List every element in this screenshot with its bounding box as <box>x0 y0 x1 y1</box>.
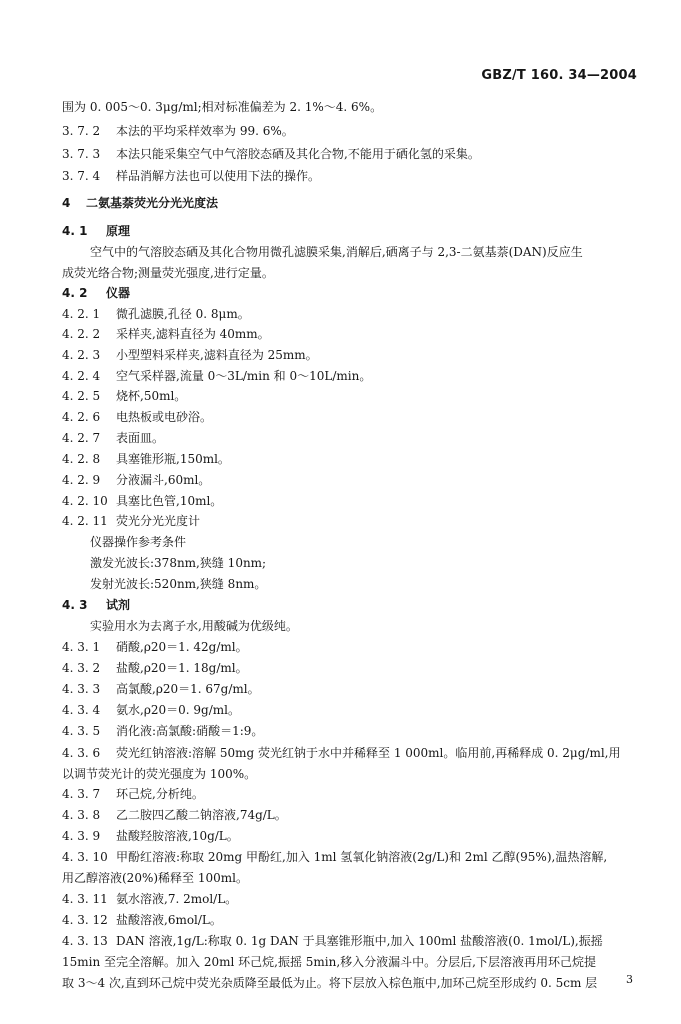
clause-text: 样品消解方法也可以使用下法的操作。 <box>116 169 321 183</box>
clause-text: 表面皿。 <box>116 431 165 445</box>
text-line <box>62 850 607 864</box>
text-line <box>62 787 204 801</box>
text-line <box>90 556 266 570</box>
text-line <box>62 431 164 445</box>
clause-text: 盐酸,ρ20＝1. 18g/ml。 <box>116 661 248 675</box>
clause-text: 具塞比色管,10ml。 <box>116 494 223 508</box>
text-line <box>62 147 480 161</box>
text-line <box>62 829 239 843</box>
clause-text: 盐酸溶液,6mol/L。 <box>116 913 222 927</box>
text-line <box>62 307 250 321</box>
text-line <box>62 389 186 403</box>
clause-number: 4. 2. 10 <box>62 494 108 508</box>
clause-number: 4. 3. 12 <box>62 913 108 927</box>
text-line <box>62 913 222 927</box>
clause-number: 4. 3. 13 <box>62 934 108 948</box>
clause-text: 甲酚红溶液:称取 20mg 甲酚红,加入 1ml 氢氧化钠溶液(2g/L)和 2ml 乙醇(95%),温热溶解, <box>116 850 608 864</box>
text-line <box>62 767 256 781</box>
clause-text: 用乙醇溶液(20%)稀释至 100ml。 <box>62 871 248 885</box>
clause-number: 4. 2 <box>62 286 88 300</box>
text-line <box>62 266 274 280</box>
clause-number: 3. 7. 2 <box>62 124 101 138</box>
text-line <box>62 348 318 362</box>
text-line <box>90 619 298 633</box>
clause-number: 4. 3. 10 <box>62 850 108 864</box>
clause-text: 成荧光络合物;测量荧光强度,进行定量。 <box>62 266 274 280</box>
text-line <box>90 535 186 549</box>
clause-text: 实验用水为去离子水,用酸碱为优级纯。 <box>90 619 298 633</box>
clause-text: 以调节荧光计的荧光强度为 100%。 <box>62 767 257 781</box>
clause-text: 本法的平均采样效率为 99. 6%。 <box>116 124 294 138</box>
text-line <box>62 640 248 654</box>
clause-number: 4. 3. 8 <box>62 808 101 822</box>
text-line <box>62 124 294 138</box>
clause-number: 4. 3. 11 <box>62 892 108 906</box>
text-line <box>62 892 237 906</box>
clause-text: 取 3～4 次,直到环己烷中荧光杂质降至最低为止。将下层放入棕色瓶中,加环己烷至形成约 0. 5cm 层 <box>62 976 598 990</box>
clause-number: 4. 2. 11 <box>62 514 108 528</box>
clause-text: 荧光红钠溶液:溶解 50mg 荧光红钠于水中并稀释至 1 000ml。临用前,再稀释成 0. 2μg/ml,用 <box>116 746 621 760</box>
clause-number: 4. 3. 6 <box>62 746 101 760</box>
clause-text: 仪器操作参考条件 <box>90 535 187 549</box>
clause-text: 分液漏斗,60ml。 <box>116 473 211 487</box>
clause-number: 3. 7. 3 <box>62 147 101 161</box>
clause-text: 激发光波长:378nm,狭缝 10nm; <box>90 556 267 570</box>
clause-text: 试剂 <box>106 598 131 612</box>
clause-text: 硝酸,ρ20＝1. 42g/ml。 <box>116 640 248 654</box>
clause-number: 4. 2. 1 <box>62 307 101 321</box>
clause-number: 4. 2. 8 <box>62 452 101 466</box>
standard-code-header: GBZ/T 160. 34—2004 <box>481 68 637 83</box>
text-line <box>62 661 248 675</box>
clause-number: 4. 2. 2 <box>62 327 101 341</box>
clause-number: 4. 2. 5 <box>62 389 101 403</box>
clause-text: 高氯酸,ρ20＝1. 67g/ml。 <box>116 682 260 696</box>
text-line <box>62 494 222 508</box>
clause-text: 乙二胺四乙酸二钠溶液,74g/L。 <box>116 808 287 822</box>
clause-text: 围为 0. 005～0. 3μg/ml;相对标准偏差为 2. 1%～4. 6%。 <box>62 100 383 114</box>
subsection-heading <box>62 598 130 612</box>
text-line <box>62 169 320 183</box>
clause-text: 盐酸羟胺溶液,10g/L。 <box>116 829 239 843</box>
clause-text: 环己烷,分析纯。 <box>116 787 204 801</box>
clause-text: 小型塑料采样夹,滤料直径为 25mm。 <box>116 348 318 362</box>
clause-number: 4. 1 <box>62 224 88 238</box>
clause-number: 4. 3. 3 <box>62 682 101 696</box>
clause-text: 本法只能采集空气中气溶胶态硒及其化合物,不能用于硒化氢的采集。 <box>116 147 480 161</box>
text-line <box>62 473 210 487</box>
text-line <box>62 100 382 114</box>
clause-number: 4. 2. 9 <box>62 473 101 487</box>
clause-text: 微孔滤膜,孔径 0. 8μm。 <box>116 307 250 321</box>
text-line <box>62 703 240 717</box>
clause-number: 4. 2. 4 <box>62 369 101 383</box>
text-line <box>62 514 200 528</box>
text-line <box>62 746 620 760</box>
clause-text: 氨水,ρ20＝0. 9g/ml。 <box>116 703 240 717</box>
text-line <box>62 976 597 990</box>
clause-text: 电热板或电砂浴。 <box>116 410 213 424</box>
clause-number: 4 <box>62 196 71 210</box>
text-line <box>62 955 596 969</box>
clause-number: 4. 3 <box>62 598 88 612</box>
clause-text: 烧杯,50ml。 <box>116 389 187 403</box>
clause-text: 15min 至完全溶解。加入 20ml 环己烷,振摇 5min,移入分液漏斗中。分层后,下层溶液再用环己烷提 <box>62 955 596 969</box>
clause-text: 具塞锥形瓶,150ml。 <box>116 452 230 466</box>
clause-number: 4. 2. 7 <box>62 431 101 445</box>
text-line <box>62 452 230 466</box>
text-line <box>62 808 287 822</box>
page-number: 3 <box>626 973 633 986</box>
text-line <box>90 245 583 259</box>
text-line <box>62 410 212 424</box>
text-line <box>62 327 270 341</box>
subsection-heading <box>62 224 130 238</box>
text-line <box>62 934 603 948</box>
text-line <box>62 369 371 383</box>
clause-number: 4. 3. 9 <box>62 829 101 843</box>
clause-text: 空气中的气溶胶态硒及其化合物用微孔滤膜采集,消解后,硒离子与 2,3-二氨基萘(DAN)反应生 <box>90 245 583 259</box>
clause-text: DAN 溶液,1g/L:称取 0. 1g DAN 于具塞锥形瓶中,加入 100ml 盐酸溶液(0. 1mol/L),振摇 <box>116 934 603 948</box>
text-line <box>62 724 263 738</box>
clause-number: 4. 3. 5 <box>62 724 101 738</box>
text-line <box>62 871 248 885</box>
clause-text: 仪器 <box>106 286 131 300</box>
clause-number: 4. 2. 3 <box>62 348 101 362</box>
clause-number: 4. 3. 4 <box>62 703 101 717</box>
clause-number: 4. 3. 2 <box>62 661 101 675</box>
clause-text: 空气采样器,流量 0～3L/min 和 0～10L/min。 <box>116 369 372 383</box>
clause-number: 4. 3. 7 <box>62 787 101 801</box>
clause-number: 3. 7. 4 <box>62 169 101 183</box>
subsection-heading <box>62 286 130 300</box>
clause-text: 氨水溶液,7. 2mol/L。 <box>116 892 238 906</box>
text-line <box>62 682 260 696</box>
section-heading <box>62 196 218 210</box>
text-line <box>90 577 266 591</box>
clause-text: 荧光分光光度计 <box>116 514 201 528</box>
clause-text: 原理 <box>106 224 131 238</box>
clause-text: 发射光波长:520nm,狭缝 8nm。 <box>90 577 267 591</box>
clause-text: 消化液:高氯酸:硝酸＝1:9。 <box>116 724 264 738</box>
clause-text: 采样夹,滤料直径为 40mm。 <box>116 327 270 341</box>
clause-number: 4. 2. 6 <box>62 410 101 424</box>
clause-text: 二氨基萘荧光分光光度法 <box>86 196 219 210</box>
clause-number: 4. 3. 1 <box>62 640 101 654</box>
